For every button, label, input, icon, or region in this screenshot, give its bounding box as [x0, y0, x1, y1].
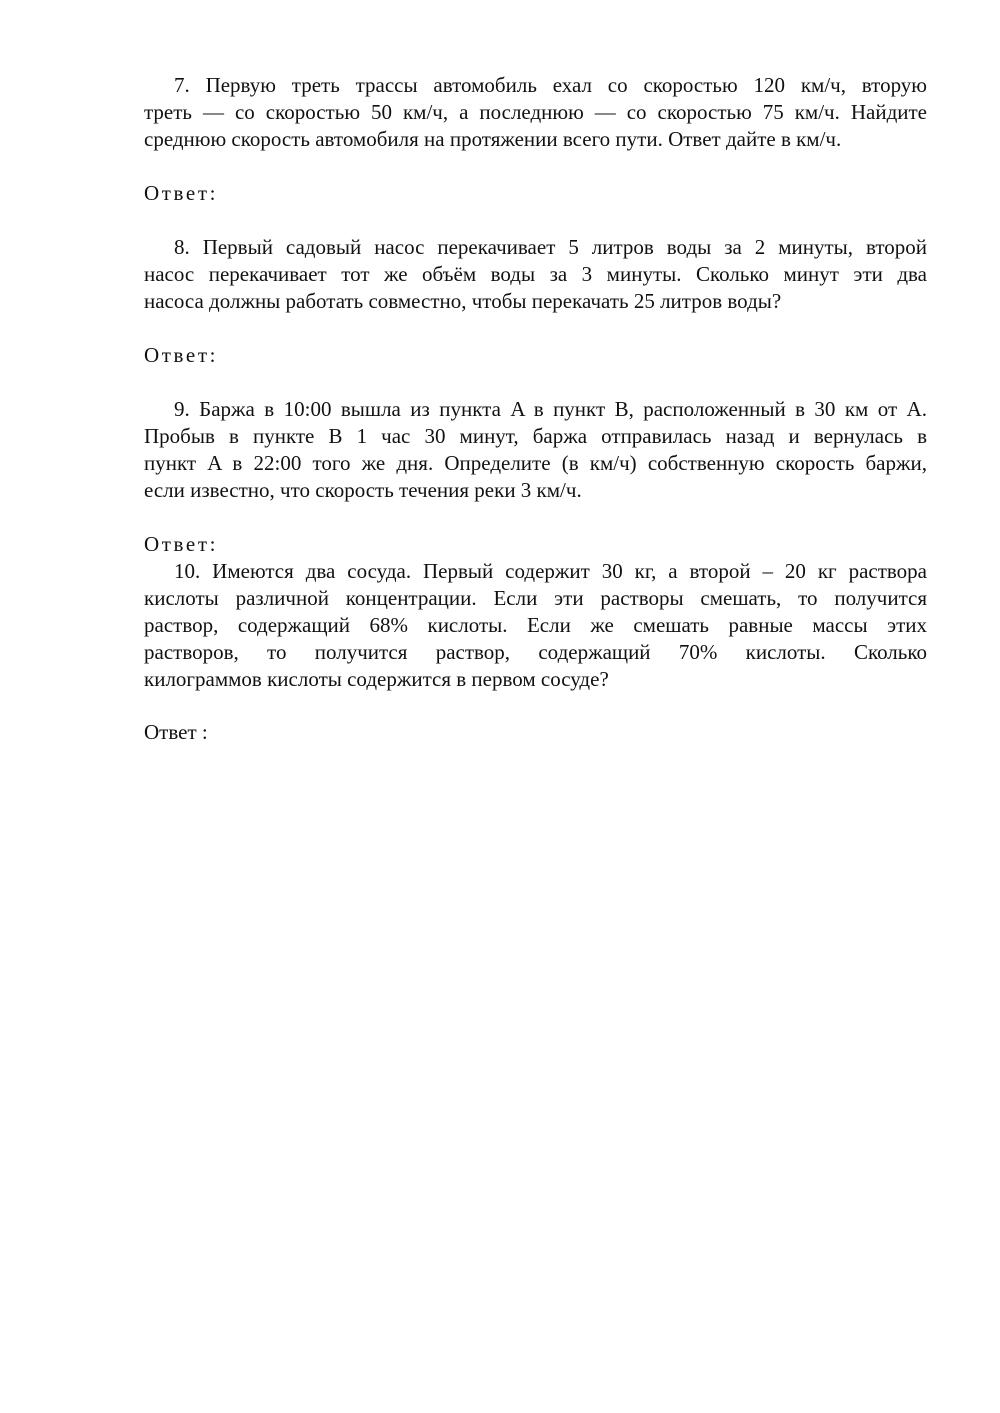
problem-7-answer-label: Ответ:: [144, 181, 219, 205]
problem-9-line-1: 9. Баржа в 10:00 вышла из пункта A в пункт B, расположенный в 30 км от A.: [174, 397, 927, 421]
problem-9-line-2: Пробыв в пункте B 1 час 30 минут, баржа отправилась назад и вернулась в: [144, 424, 927, 448]
problem-9-answer-label: Ответ:: [144, 532, 219, 556]
problem-8: [144, 234, 927, 315]
problem-10-line-1: 10. Имеются два сосуда. Первый содержит 30 кг, а второй – 20 кг раствора: [174, 559, 927, 583]
problem-10-line-3: раствор, содержащий 68% кислоты. Если же смешать равные массы этих: [144, 613, 927, 637]
problem-7-line-2: треть — со скоростью 50 км/ч, а последнюю — со скоростью 75 км/ч. Найдите: [144, 100, 927, 124]
problem-9-line-3: пункт A в 22:00 того же дня. Определите (в км/ч) собственную скорость баржи,: [144, 451, 927, 475]
problem-8-line-2: насос перекачивает тот же объём воды за 3 минуты. Сколько минут эти два: [144, 262, 927, 286]
problem-10: [144, 558, 927, 693]
problem-10-line-4: растворов, то получится раствор, содержащий 70% кислоты. Сколько: [144, 640, 927, 664]
problem-8-line-3: насоса должны работать совместно, чтобы перекачать 25 литров воды?: [144, 289, 782, 313]
problem-10-line-5: килограммов кислоты содержится в первом сосуде?: [144, 667, 609, 691]
problem-7-line-1: 7. Первую треть трассы автомобиль ехал со скоростью 120 км/ч, вторую: [174, 73, 927, 97]
problem-10-line-2: кислоты различной концентрации. Если эти растворы смешать, то получится: [144, 586, 927, 610]
problem-9: [144, 396, 927, 504]
problem-9-line-4: если известно, что скорость течения реки 3 км/ч.: [144, 478, 582, 502]
problem-7: [144, 72, 927, 153]
problem-8-answer-label: Ответ:: [144, 343, 219, 367]
problem-7-line-3: среднюю скорость автомобиля на протяжении всего пути. Ответ дайте в км/ч.: [144, 127, 842, 151]
problem-10-answer-label: Ответ :: [144, 720, 208, 744]
problem-8-line-1: 8. Первый садовый насос перекачивает 5 литров воды за 2 минуты, второй: [174, 235, 927, 259]
